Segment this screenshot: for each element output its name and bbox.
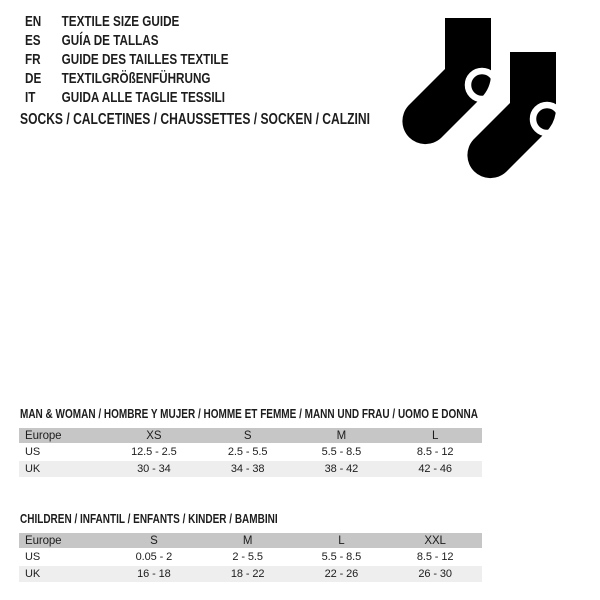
size-cell: 8.5 - 12 bbox=[388, 444, 482, 461]
language-label: GUÍA DE TALLAS bbox=[61, 32, 159, 49]
size-cell: 16 - 18 bbox=[107, 566, 201, 583]
size-cell: 12.5 - 2.5 bbox=[107, 444, 201, 461]
size-cell: 18 - 22 bbox=[201, 566, 295, 583]
size-cell: 5.5 - 8.5 bbox=[295, 549, 389, 566]
column-header-size: L bbox=[388, 428, 482, 444]
size-cell: 0.05 - 2 bbox=[107, 549, 201, 566]
language-code: FR bbox=[25, 51, 41, 68]
adult-table-title: MAN & WOMAN / HOMBRE Y MUJER / HOMME ET FEMME / MANN UND FRAU / UOMO E DONNA bbox=[20, 407, 478, 421]
language-code: EN bbox=[25, 13, 42, 30]
table-row-uk bbox=[19, 461, 482, 478]
region-cell: UK bbox=[19, 566, 107, 583]
size-cell: 34 - 38 bbox=[201, 461, 295, 478]
column-header-region: Europe bbox=[19, 533, 107, 549]
size-cell: 38 - 42 bbox=[295, 461, 389, 478]
children-header-row bbox=[19, 533, 482, 549]
category-title: SOCKS / CALCETINES / CHAUSSETTES / SOCKEN / CALZINI bbox=[20, 111, 370, 128]
table-row-us bbox=[19, 444, 482, 461]
size-cell: 26 - 30 bbox=[388, 566, 482, 583]
language-code: ES bbox=[25, 32, 41, 49]
column-header-size: L bbox=[295, 533, 389, 549]
language-code: IT bbox=[25, 89, 36, 106]
column-header-size: S bbox=[201, 428, 295, 444]
adult-size-table bbox=[19, 428, 482, 477]
size-cell: 30 - 34 bbox=[107, 461, 201, 478]
column-header-size: M bbox=[295, 428, 389, 444]
column-header-region: Europe bbox=[19, 428, 107, 444]
table-row-us bbox=[19, 549, 482, 566]
children-table-title: CHILDREN / INFANTIL / ENFANTS / KINDER / BAMBINI bbox=[20, 512, 278, 526]
region-cell: US bbox=[19, 549, 107, 566]
language-legend bbox=[25, 12, 229, 107]
column-header-size: XXL bbox=[388, 533, 482, 549]
size-cell: 22 - 26 bbox=[295, 566, 389, 583]
language-label: GUIDA ALLE TAGLIE TESSILI bbox=[61, 89, 226, 106]
children-size-table bbox=[19, 533, 482, 582]
region-cell: US bbox=[19, 444, 107, 461]
size-cell: 2 - 5.5 bbox=[201, 549, 295, 566]
size-cell: 2.5 - 5.5 bbox=[201, 444, 295, 461]
column-header-size: S bbox=[107, 533, 201, 549]
size-cell: 42 - 46 bbox=[388, 461, 482, 478]
language-label: TEXTILE SIZE GUIDE bbox=[61, 13, 180, 30]
size-cell: 8.5 - 12 bbox=[388, 549, 482, 566]
column-header-size: XS bbox=[107, 428, 201, 444]
column-header-size: M bbox=[201, 533, 295, 549]
adult-header-row bbox=[19, 428, 482, 444]
language-label: GUIDE DES TAILLES TEXTILE bbox=[61, 51, 229, 68]
region-cell: UK bbox=[19, 461, 107, 478]
language-label: TEXTILGRÖßENFÜHRUNG bbox=[61, 70, 211, 87]
size-cell: 5.5 - 8.5 bbox=[295, 444, 389, 461]
language-code: DE bbox=[25, 70, 42, 87]
table-row-uk bbox=[19, 566, 482, 583]
socks-icon bbox=[395, 5, 600, 195]
